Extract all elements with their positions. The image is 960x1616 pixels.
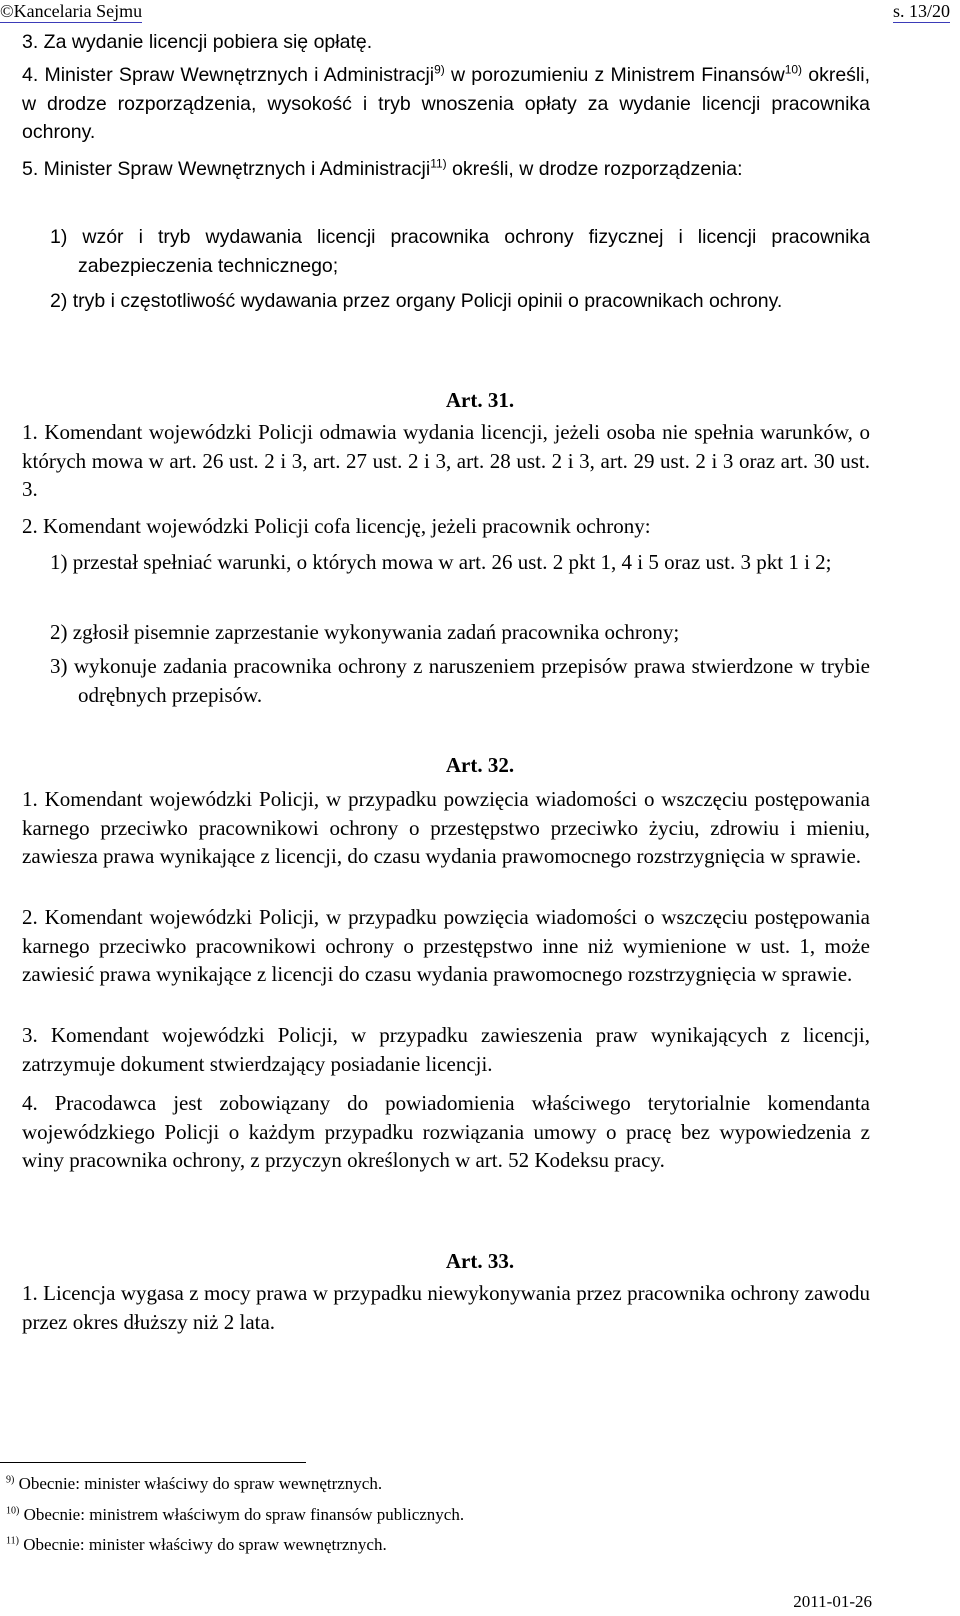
footnote-9: $^{9)}$ Obecnie: minister właściwy do spraw wewnętrznych. <box>6 1474 383 1493</box>
article-31-title: Art. 31. <box>445 388 515 412</box>
paragraph-4: 4. Minister Spraw Wewnętrznych i Administracji$^{9)}$ w porozumieniu z Ministrem Finansów$^{10)}$ określi, w drodze rozporządzenia, wysokość i tryb wnoszenia opłaty za wydanie licencji pracownika ochrony. <box>22 62 871 143</box>
header-page-number: s. 13/20 <box>892 1 950 21</box>
art31-list-item: 3) wykonuje zadania pracownika ochrony z naruszeniem przepisów prawa stwierdzone w trybie odrębnych przepisów. <box>50 654 870 707</box>
footnote-10: $^{10)}$ Obecnie: ministrem właściwym do spraw finansów publicznych. <box>6 1505 465 1524</box>
art33-paragraph-1: 1. Licencja wygasa z mocy prawa w przypadku niewykonywania przez pracownika ochrony zawodu przez okres dłuższy niż 2 lata. <box>22 1281 870 1334</box>
art32-paragraph-3: 3. Komendant wojewódzki Policji, w przypadku zawieszenia praw wynikających z licencji, zatrzymuje dokument stwierdzający posiadanie licencji. <box>22 1023 870 1076</box>
footnote-separator <box>0 1462 306 1463</box>
art31-list-item: 2) zgłosił pisemnie zaprzestanie wykonywania zadań pracownika ochrony; <box>50 620 680 644</box>
art31-paragraph-2: 2. Komendant wojewódzki Policji cofa licencję, jeżeli pracownik ochrony: <box>22 514 651 538</box>
footnote-ref-9: 9) <box>434 62 445 77</box>
art31-list-item: 1) przestał spełniać warunki, o których mowa w art. 26 ust. 2 pkt 1, 4 i 5 oraz ust. 3 pkt 1 i 2; <box>50 550 832 574</box>
footnote-ref-10: 10) <box>784 62 803 77</box>
footnote-ref-11: 11) <box>430 156 447 171</box>
footnote-11: $^{11)}$ Obecnie: minister właściwy do spraw wewnętrznych. <box>6 1535 387 1554</box>
article-32-title: Art. 32. <box>445 753 515 777</box>
art32-paragraph-4: 4. Pracodawca jest zobowiązany do powiadomienia właściwego terytorialnie komendanta wojewódzkiego Policji o każdym przypadku rozwiązania umowy o pracę bez wypowiedzenia z winy pracownika ochrony, z przyczyn określonych w art. 52 Kodeksu pracy. <box>22 1091 870 1172</box>
paragraph-3: 3. Za wydanie licencji pobiera się opłatę. <box>22 31 373 53</box>
document-date: 2011-01-26 <box>793 1592 872 1611</box>
p5-list-item: 1) wzór i tryb wydawania licencji pracownika ochrony fizycznej i licencji pracownika zabezpieczenia technicznego; <box>50 226 870 277</box>
header-source: ©Kancelaria Sejmu <box>0 1 143 21</box>
article-33-title: Art. 33. <box>445 1249 515 1273</box>
art32-paragraph-1: 1. Komendant wojewódzki Policji, w przypadku powzięcia wiadomości o wszczęciu postępowania karnego przeciwko pracownikowi ochrony o przestępstwo przeciwko życiu, zdrowiu i mieniu, zawiesza prawa wynikające z licencji, do czasu wydania prawomocnego rozstrzygnięcia w sprawie. <box>22 787 870 868</box>
art31-paragraph-1: 1. Komendant wojewódzki Policji odmawia wydania licencji, jeżeli osoba nie spełnia warunków, o których mowa w art. 26 ust. 2 i 3, art. 27 ust. 2 i 3, art. 28 ust. 2 i 3, art. 29 ust. 2 i 3 oraz art. 30 ust. 3. <box>22 420 870 501</box>
paragraph-5: 5. Minister Spraw Wewnętrznych i Administracji$^{11)}$ określi, w drodze rozporządzenia: <box>22 156 743 180</box>
p5-list-item: 2) tryb i częstotliwość wydawania przez organy Policji opinii o pracownikach ochrony. <box>50 290 783 312</box>
art32-paragraph-2: 2. Komendant wojewódzki Policji, w przypadku powzięcia wiadomości o wszczęciu postępowania karnego przeciwko pracownikowi ochrony o przestępstwo inne niż wymienione w ust. 1, może zawiesić prawa wynikające z licencji do czasu wydania prawomocnego rozstrzygnięcia w sprawie. <box>22 905 870 986</box>
